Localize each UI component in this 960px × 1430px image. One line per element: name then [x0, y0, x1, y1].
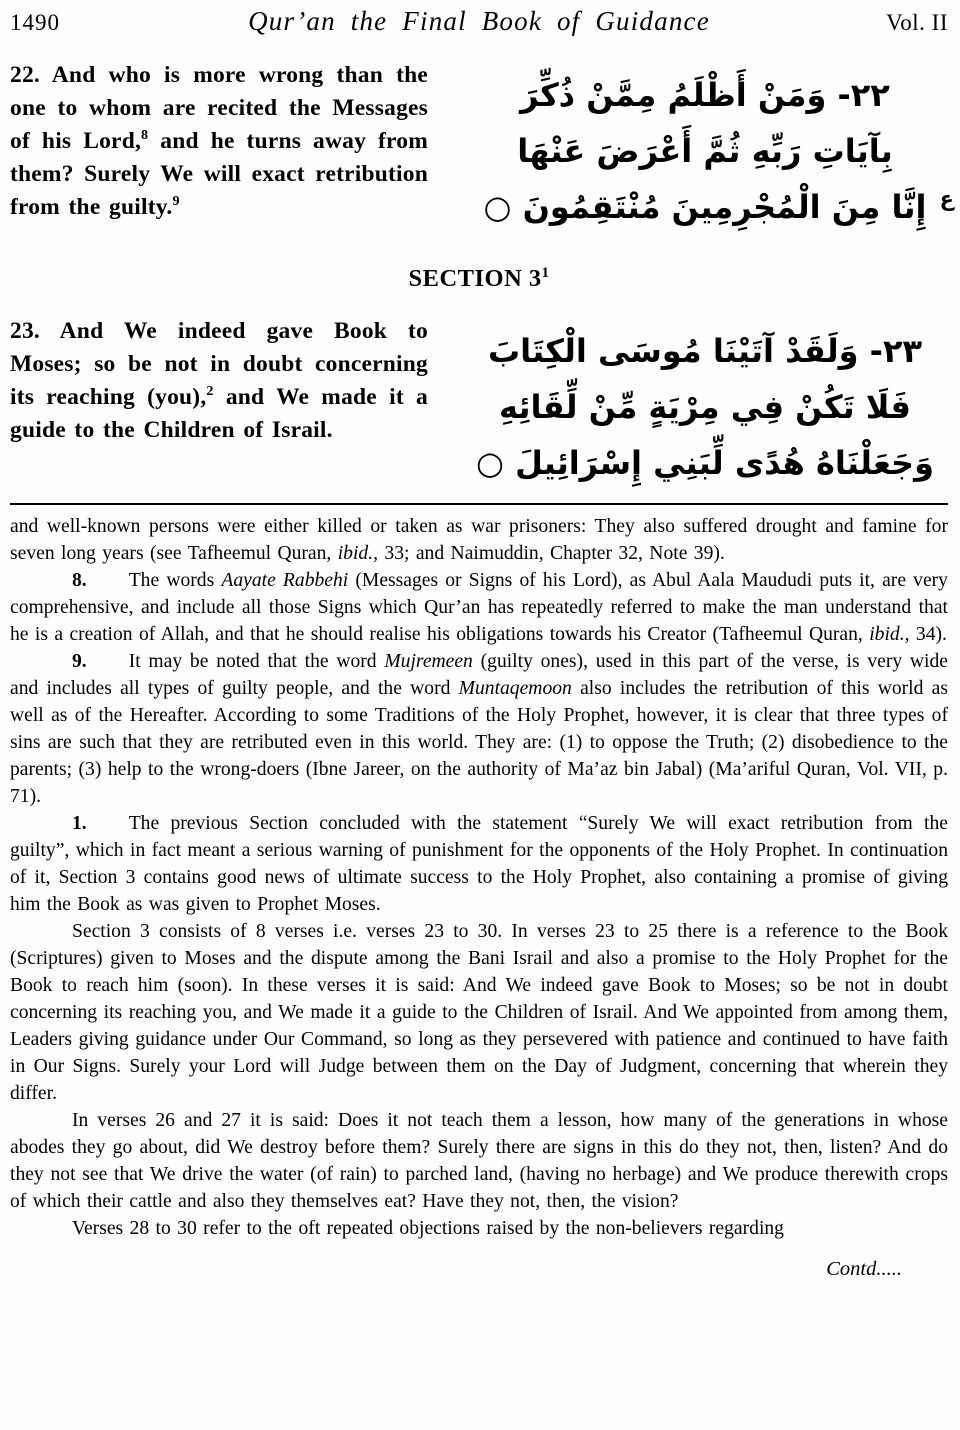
footnote-text: Verses 28 to 30 refer to the oft repeated objections raised by the non-believers regarding: [72, 1218, 784, 1239]
book-title: Qur’an the Final Book of Guidance: [248, 6, 710, 36]
commentary-paragraph-3: [10, 1215, 948, 1242]
footnote-continuation: [10, 513, 948, 567]
arabic-line-3: وَجَعَلْنَاهُ هُدًى لِّبَنِي إِسْرَائِيلَ ○: [476, 444, 934, 482]
page-number: 1490: [10, 10, 60, 35]
arabic-line-1: ۲۲- وَمَنْ أَظْلَمُ مِمَّنْ ذُكِّرَ: [520, 76, 890, 114]
verse-22-translation: [10, 59, 428, 235]
section-footnote-ref-1: 1: [541, 264, 550, 281]
continued-label: Contd.....: [826, 1258, 902, 1280]
footnote-text: It may be noted that the word Mujremeen (guilty ones), used in this part of the verse, is very wide and includes all types of guilty people, and the word Muntaqemoon also includes the retribution of this world as well as of the Hereafter. According to some Traditions of the Holy Prophet, however, it is clear that three types of sins are such that they are retributed even in this world. They are: (1) to oppose the Truth; (2) disobedience to the parents; (3) help to the wrong-doers (Ibne Jareer, on the authority of Ma’az bin Jabal) (Ma’ariful Quran, Vol. VII, p. 71).: [10, 651, 948, 807]
arabic-line-1: ۲۳- وَلَقَدْ آتَيْنَا مُوسَى الْكِتَابَ: [488, 332, 922, 370]
footnote-8: [10, 567, 948, 648]
verse-block-22: [10, 59, 954, 235]
footnote-text: and well-known persons were either killed or taken as war prisoners: They also suffered drought and famine for seven long years (see Tafheemul Quran, ibid., 33; and Naimuddin, Chapter 32, Note 39).: [10, 516, 948, 564]
verse-23-translation: [10, 315, 428, 491]
arabic-line-2: فَلَا تَكُنْ فِي مِرْيَةٍ مِّنْ لِّقَائِهِ: [499, 388, 911, 426]
section-heading-label: SECTION 3: [408, 265, 542, 292]
arabic-line-2: بِآيَاتِ رَبِّهِ ثُمَّ أَعْرَضَ عَنْهَا: [517, 132, 893, 170]
footnote-text: In verses 26 and 27 it is said: Does it not teach them a lesson, how many of the generations in whose abodes they go about, did We destroy before them? Surely there are signs in this do they not, then, listen? And do they not see that We drive the water (of rain) to parched land, (having no herbage) and We produce therewith crops of which their cattle and also they themselves eat? Have they not, then, the vision?: [10, 1110, 948, 1212]
footnote-text: The previous Section concluded with the statement “Surely We will exact retribution from the guilty”, which in fact meant a serious warning of punishment for the opponents of the Holy Prophet. In continuation of it, Section 3 contains good news of ultimate success to the Holy Prophet, also containing a promise of giving him the Book as was given to Prophet Moses.: [10, 813, 948, 915]
footnotes-section: [10, 513, 948, 1242]
section-heading: [10, 265, 948, 293]
footnote-1-number: 1.: [72, 813, 87, 834]
footnote-ref-9: 9: [172, 193, 180, 210]
arabic-line-3: إِنَّا مِنَ الْمُجْرِمِينَ مُنْتَقِمُونَ ○: [483, 188, 927, 226]
verse-22-arabic: [428, 59, 948, 235]
ruku-marker: ع: [939, 187, 954, 211]
footnote-ref-8: 8: [141, 127, 149, 144]
verse-23-arabic: [428, 315, 948, 491]
footnote-8-number: 8.: [72, 570, 87, 591]
footnote-9-number: 9.: [72, 651, 87, 672]
footnote-9: [10, 648, 948, 810]
volume-label: Vol. II: [886, 10, 948, 35]
verse-23-text-a: 23. And We indeed gave Book to Moses; so be not in doubt concerning its reaching (you),: [10, 318, 428, 410]
footnote-1: [10, 810, 948, 918]
verse-23-text-b: and We made it a guide to the Children of Israil.: [10, 384, 428, 443]
verse-22-text-a: 22. And who is more wrong than the one to whom are recited the Messages of his Lord,: [10, 62, 428, 154]
footnote-divider: [10, 503, 948, 505]
commentary-paragraph-1: [10, 918, 948, 1107]
footnote-text: Section 3 consists of 8 verses i.e. verses 23 to 30. In verses 23 to 25 there is a reference to the Book (Scriptures) given to Moses and the dispute among the Bani Israil and also a promise to the Holy Prophet for the Book to reach him (soon). In these verses it is said: And We indeed gave Book to Moses; so be not in doubt concerning its reaching you, and We made it a guide to the Children of Israil. And We appointed from among them, Leaders giving guidance under Our Command, so long as they persevered with patience and continued to have faith in Our Signs. Surely your Lord will Judge between them on the Day of Judgment, concerning that wherein they differ.: [10, 921, 948, 1104]
verse-block-23: [10, 315, 948, 491]
commentary-paragraph-2: [10, 1107, 948, 1215]
footnote-text: The words Aayate Rabbehi (Messages or Signs of his Lord), as Abul Aala Maududi puts it, are very comprehensive, and include all those Signs which Qur’an has repeatedly referred to make the man understand that he is a creation of Allah, and that he should realise his obligations towards his Creator (Tafheemul Quran, ibid., 34).: [10, 570, 948, 645]
footnote-ref-2: 2: [206, 383, 214, 400]
page-header: [10, 6, 948, 37]
verse-22-text-b: and he turns away from them? Surely We will exact retribution from the guilty.: [10, 128, 428, 220]
